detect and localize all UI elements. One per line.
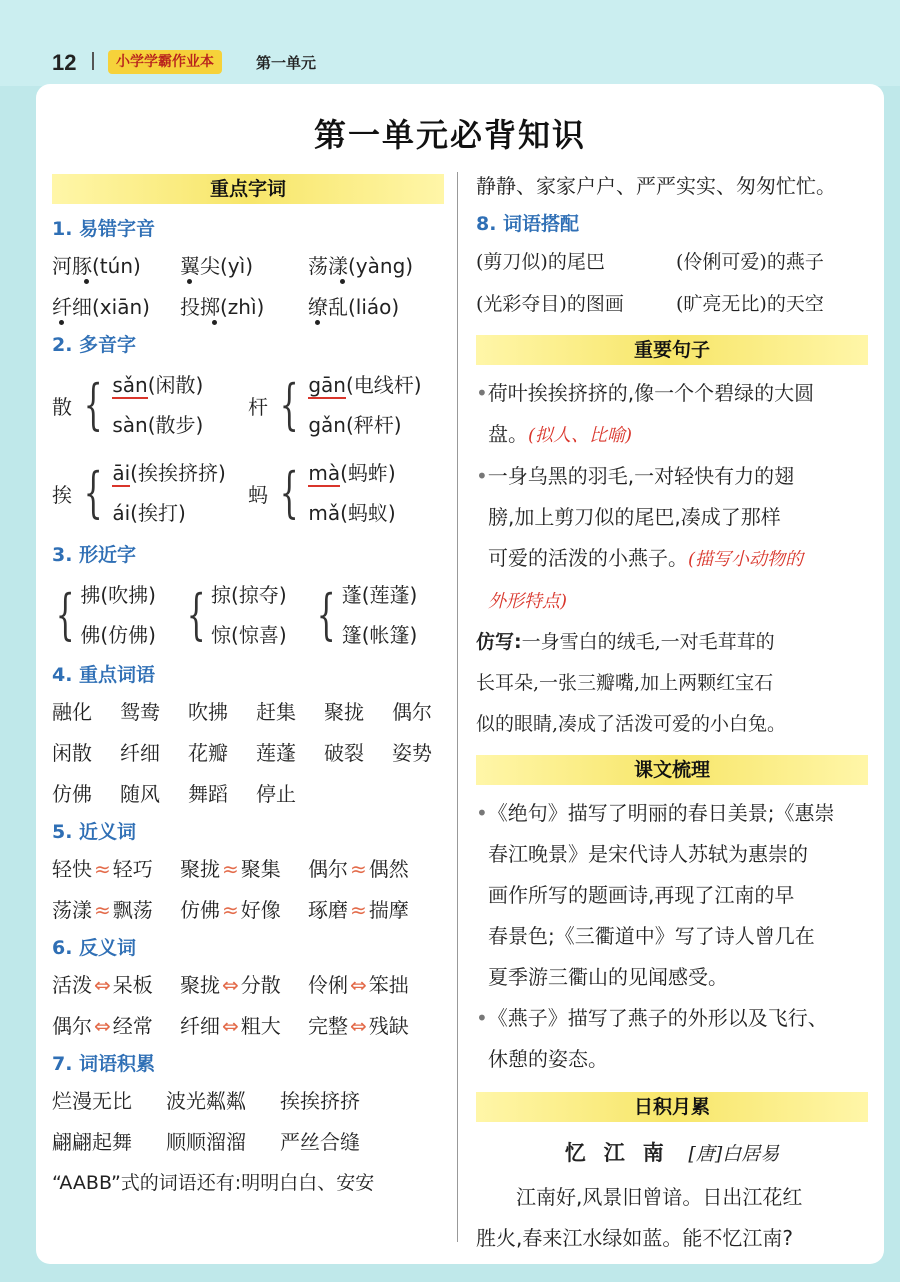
poem-line: 江南好,风景旧曾谙。日出江花红 bbox=[516, 1185, 803, 1209]
pinyin: gān bbox=[308, 373, 346, 397]
similar-word: 佛(仿佛) bbox=[80, 623, 156, 647]
page-number: 12 bbox=[52, 50, 77, 75]
imitation-paragraph: 仿写:一身雪白的绒毛,一对毛茸茸的 长耳朵,一张三瓣嘴,加上两颗红宝石 似的眼睛,凑成了活泼可爱的小白兔。 bbox=[476, 631, 787, 735]
phrase-item: 赶集 bbox=[256, 700, 296, 724]
pinyin: sǎn bbox=[112, 373, 148, 397]
word-item: 荡漾(yàng) bbox=[308, 246, 413, 287]
synonym-row bbox=[52, 890, 444, 931]
similar-group bbox=[52, 575, 183, 655]
similar-word: 惊(惊喜) bbox=[211, 623, 287, 647]
section-band-sentences: 重要句子 bbox=[476, 335, 868, 365]
aabb-continued: 静静、家家户户、严严实实、匆匆忙忙。 bbox=[476, 174, 836, 198]
phrase-item: 融化 bbox=[52, 700, 92, 724]
example-word: (秤杆) bbox=[346, 413, 402, 437]
accumulation-row bbox=[52, 1122, 444, 1163]
similar-group bbox=[183, 575, 314, 655]
section-title-collocation: 8. 词语搭配 bbox=[476, 213, 580, 235]
example-word: (散步) bbox=[147, 413, 204, 437]
synonym-pair: 琢磨 ≈ 揣摩 bbox=[308, 898, 409, 922]
pronunciation-row bbox=[52, 246, 444, 287]
section-title-synonyms: 5. 近义词 bbox=[52, 821, 137, 843]
synonym-pair: 仿佛 ≈ 好像 bbox=[180, 898, 281, 922]
brace-icon: { bbox=[83, 461, 103, 524]
similar-word: 蓬(莲蓬) bbox=[341, 583, 418, 607]
collocation-row bbox=[476, 241, 868, 283]
section-title-antonyms: 6. 反义词 bbox=[52, 937, 137, 959]
phrase-item: 随风 bbox=[120, 782, 160, 806]
brace-icon: { bbox=[317, 583, 336, 646]
similar-word: 掠(掠夺) bbox=[211, 583, 287, 607]
antonym-row bbox=[52, 965, 444, 1006]
synonym-pair: 偶尔 ≈ 偶然 bbox=[308, 857, 409, 881]
brace-icon: { bbox=[279, 373, 299, 436]
phrase-item: 闲散 bbox=[52, 741, 92, 765]
example-word: (闲散) bbox=[147, 373, 204, 397]
section-band-key-words: 重点字词 bbox=[52, 174, 444, 204]
summary-paragraph-1: •《绝句》描写了明丽的春日美景;《惠崇 春江晚景》是宋代诗人苏轼为惠崇的 画作所写的题画诗,再现了江南的早 春景色;《三衢道中》写了诗人曾几在 夏季游三衢山的见闻感受。 bbox=[476, 801, 835, 989]
sentence-note: (描写小动物的 bbox=[688, 549, 804, 570]
pinyin: sàn bbox=[112, 413, 148, 437]
collocation-item: (伶俐可爱)的燕子 bbox=[676, 251, 824, 273]
similar-chars-row bbox=[52, 572, 444, 658]
phrase-item: 莲蓬 bbox=[256, 741, 296, 765]
section-title-polyphonic: 2. 多音字 bbox=[52, 334, 137, 356]
imitation-label: 仿写: bbox=[476, 631, 522, 653]
brace-icon: { bbox=[186, 583, 206, 646]
synonym-pair: 荡漾 ≈ 飘荡 bbox=[52, 898, 153, 922]
idiom-item: 翩翩起舞 bbox=[52, 1130, 132, 1154]
polyphonic-char: 杆 bbox=[248, 394, 268, 419]
page-title: 第一单元必背知识 bbox=[313, 116, 586, 154]
collocation-item: (旷亮无比)的天空 bbox=[676, 293, 824, 315]
antonym-pair: 完整 ⇔ 残缺 bbox=[308, 1014, 409, 1038]
example-word: (挨打) bbox=[130, 501, 186, 525]
example-word: (挨挨挤挤) bbox=[130, 461, 226, 485]
section-band-text-summary: 课文梳理 bbox=[476, 755, 868, 785]
phrase-item: 仿佛 bbox=[52, 782, 92, 806]
example-word: (蚂蚱) bbox=[340, 461, 396, 485]
collocation-item: (光彩夺目)的图画 bbox=[476, 293, 624, 315]
idiom-item: 挨挨挤挤 bbox=[280, 1089, 360, 1113]
word-item: 缭乱(liáo) bbox=[308, 287, 399, 328]
phrase-item: 花瓣 bbox=[188, 741, 228, 765]
phrase-item: 吹拂 bbox=[188, 700, 228, 724]
collocation-row bbox=[476, 283, 868, 325]
idiom-item: 波光粼粼 bbox=[166, 1089, 246, 1113]
sentence-note: 外形特点) bbox=[488, 591, 568, 612]
phrase-item: 停止 bbox=[256, 782, 296, 806]
antonym-pair: 活泼 ⇔ 呆板 bbox=[52, 973, 153, 997]
phrase-item: 聚拢 bbox=[324, 700, 364, 724]
sentence-1: •荷叶挨挨挤挤的,像一个个碧绿的大圆 盘。(拟人、比喻) bbox=[476, 381, 815, 446]
aabb-text: “AABB”式的词语还有:明明白白、安安 bbox=[52, 1172, 375, 1194]
poem-body bbox=[476, 1177, 868, 1259]
poem-line: 胜火,春来江水绿如蓝。能不忆江南? bbox=[476, 1226, 793, 1250]
phrase-item: 纤细 bbox=[120, 741, 160, 765]
left-column bbox=[52, 172, 444, 1204]
polyphonic-group bbox=[248, 453, 444, 533]
brand-label: 小学学霸作业本 bbox=[108, 50, 222, 74]
phrase-row bbox=[52, 774, 444, 815]
antonym-pair: 偶尔 ⇔ 经常 bbox=[52, 1014, 153, 1038]
synonym-pair: 聚拢 ≈ 聚集 bbox=[180, 857, 281, 881]
idiom-item: 烂漫无比 bbox=[52, 1089, 132, 1113]
polyphonic-group bbox=[52, 365, 248, 445]
brace-icon: { bbox=[55, 583, 75, 646]
sentence-2: •一身乌黑的羽毛,一对轻快有力的翅 膀,加上剪刀似的尾巴,凑成了那样 可爱的活泼的小燕子。(描写小动物的 外形特点) bbox=[476, 464, 804, 612]
section-band-daily-accumulation: 日积月累 bbox=[476, 1092, 868, 1122]
section-title-accumulation: 7. 词语积累 bbox=[52, 1053, 156, 1075]
collocation-item: (剪刀似)的尾巴 bbox=[476, 251, 605, 273]
polyphonic-row bbox=[52, 450, 444, 536]
pronunciation-row bbox=[52, 287, 444, 328]
unit-label: 第一单元 bbox=[256, 54, 317, 72]
phrase-item: 偶尔 bbox=[392, 700, 432, 724]
phrase-item: 破裂 bbox=[324, 741, 364, 765]
similar-group bbox=[313, 575, 444, 655]
polyphonic-row bbox=[52, 362, 444, 448]
polyphonic-group bbox=[248, 365, 444, 445]
phrase-row bbox=[52, 733, 444, 774]
similar-word: 篷(帐篷) bbox=[341, 623, 418, 647]
word-item: 纤细(xiān) bbox=[52, 287, 180, 328]
pinyin: āi bbox=[112, 461, 131, 485]
phrase-item: 舞蹈 bbox=[188, 782, 228, 806]
synonym-pair: 轻快 ≈ 轻巧 bbox=[52, 857, 153, 881]
word-item: 投掷(zhì) bbox=[180, 287, 308, 328]
antonym-pair: 伶俐 ⇔ 笨拙 bbox=[308, 973, 409, 997]
word-item: 河豚(tún) bbox=[52, 246, 180, 287]
sentence-note: (拟人、比喻) bbox=[528, 425, 633, 446]
similar-word: 拂(吹拂) bbox=[80, 583, 156, 607]
phrase-item: 鸳鸯 bbox=[120, 700, 160, 724]
poem-title: 忆江南 bbox=[564, 1141, 682, 1165]
pinyin: ái bbox=[112, 501, 131, 525]
brace-icon: { bbox=[83, 373, 103, 436]
pinyin: mà bbox=[308, 461, 341, 485]
brace-icon: { bbox=[279, 461, 299, 524]
polyphonic-char: 挨 bbox=[52, 482, 72, 507]
poem-author: [唐]白居易 bbox=[688, 1143, 780, 1165]
phrase-row bbox=[52, 692, 444, 733]
antonym-row bbox=[52, 1006, 444, 1047]
example-word: (电线杆) bbox=[346, 373, 422, 397]
section-title-key-phrases: 4. 重点词语 bbox=[52, 664, 156, 686]
right-column bbox=[476, 172, 868, 1259]
polyphonic-char: 蚂 bbox=[248, 482, 268, 507]
polyphonic-char: 散 bbox=[52, 394, 72, 419]
phrase-item: 姿势 bbox=[392, 741, 432, 765]
antonym-pair: 聚拢 ⇔ 分散 bbox=[180, 973, 281, 997]
word-item: 翼尖(yì) bbox=[180, 246, 308, 287]
pinyin: gǎn bbox=[308, 413, 346, 437]
section-title-pronunciation: 1. 易错字音 bbox=[52, 218, 156, 240]
pinyin: mǎ bbox=[308, 501, 341, 525]
section-title-similar-chars: 3. 形近字 bbox=[52, 544, 137, 566]
polyphonic-group bbox=[52, 453, 248, 533]
poem-heading bbox=[476, 1130, 868, 1177]
header-separator bbox=[92, 52, 94, 70]
idiom-item: 严丝合缝 bbox=[280, 1130, 360, 1154]
synonym-row bbox=[52, 849, 444, 890]
antonym-pair: 纤细 ⇔ 粗大 bbox=[180, 1014, 281, 1038]
idiom-item: 顺顺溜溜 bbox=[166, 1130, 246, 1154]
summary-paragraph-2: •《燕子》描写了燕子的外形以及飞行、 休憩的姿态。 bbox=[476, 1006, 828, 1071]
example-word: (蚂蚁) bbox=[340, 501, 396, 525]
accumulation-row bbox=[52, 1081, 444, 1122]
